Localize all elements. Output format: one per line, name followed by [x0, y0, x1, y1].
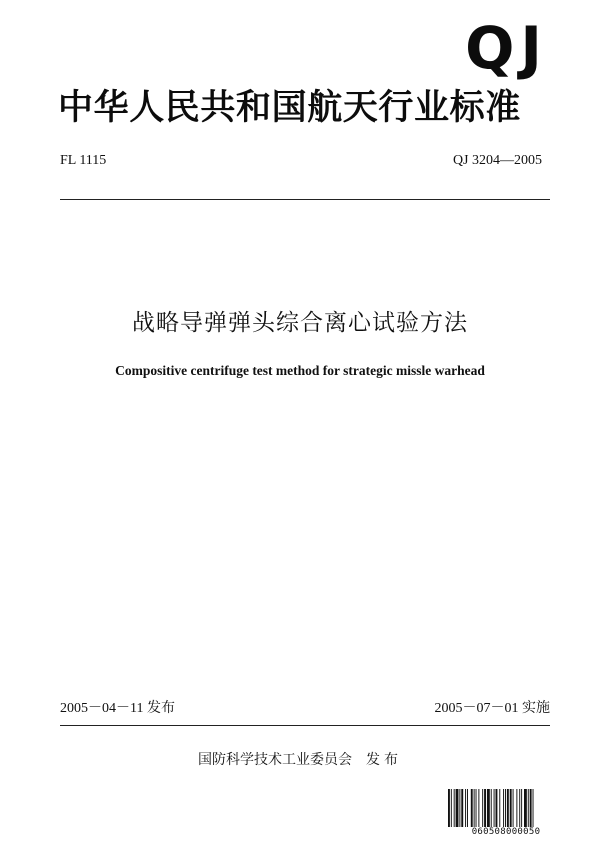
header-divider: [60, 199, 550, 200]
barcode-bar: [516, 789, 517, 827]
barcode-bar: [496, 789, 498, 827]
barcode-bar: [465, 789, 466, 827]
barcode-bars: [447, 789, 565, 829]
barcode-bar: [467, 789, 468, 827]
issue-date: 2005－04－11 发布: [60, 701, 175, 716]
barcode-bar: [499, 789, 500, 827]
barcode-number: 060508000050: [447, 827, 565, 838]
barcode-bar: [487, 789, 490, 827]
barcode-bar: [524, 789, 527, 827]
barcode-bar: [521, 789, 522, 827]
barcode-bar: [451, 789, 452, 827]
implementation-date: 2005－07－01 实施: [434, 701, 550, 716]
document-title-chinese: 战略导弹弹头综合离心试验方法: [132, 310, 468, 336]
barcode-bar: [503, 789, 504, 827]
barcode-bar: [484, 789, 486, 827]
barcode-bar: [519, 789, 520, 827]
barcode-bar: [459, 789, 460, 827]
barcode-bar: [478, 789, 479, 827]
barcode-bar: [474, 789, 475, 827]
barcode-bar: [513, 789, 514, 827]
barcode-bar: [505, 789, 506, 827]
barcode-bar: [456, 789, 459, 827]
standard-number: QJ 3204—2005: [452, 153, 542, 168]
barcode-bar: [533, 789, 534, 827]
footer-divider: [60, 725, 550, 726]
barcode-bar: [528, 789, 529, 827]
publisher-line: [0, 750, 600, 770]
publisher-action: 发布: [366, 752, 402, 768]
publisher-name: 国防科学技术工业委员会: [198, 752, 352, 768]
barcode-bar: [482, 789, 483, 827]
barcode-bar: [491, 789, 492, 827]
barcode-bar: [454, 789, 455, 827]
standard-title: 中华人民共和国航天行业标准: [58, 88, 521, 128]
barcode-bar: [507, 789, 509, 827]
barcode: [447, 789, 565, 839]
barcode-bar: [530, 789, 532, 827]
qj-logo: QJ: [465, 14, 548, 82]
barcode-bar: [448, 789, 450, 827]
classification-code: FL 1115: [60, 153, 107, 168]
barcode-bar: [476, 789, 477, 827]
barcode-bar: [510, 789, 512, 827]
barcode-bar: [461, 789, 463, 827]
barcode-bar: [471, 789, 473, 827]
barcode-bar: [494, 789, 495, 827]
document-title-english: Compositive centrifuge test method for strategic missle warhead: [115, 363, 485, 378]
